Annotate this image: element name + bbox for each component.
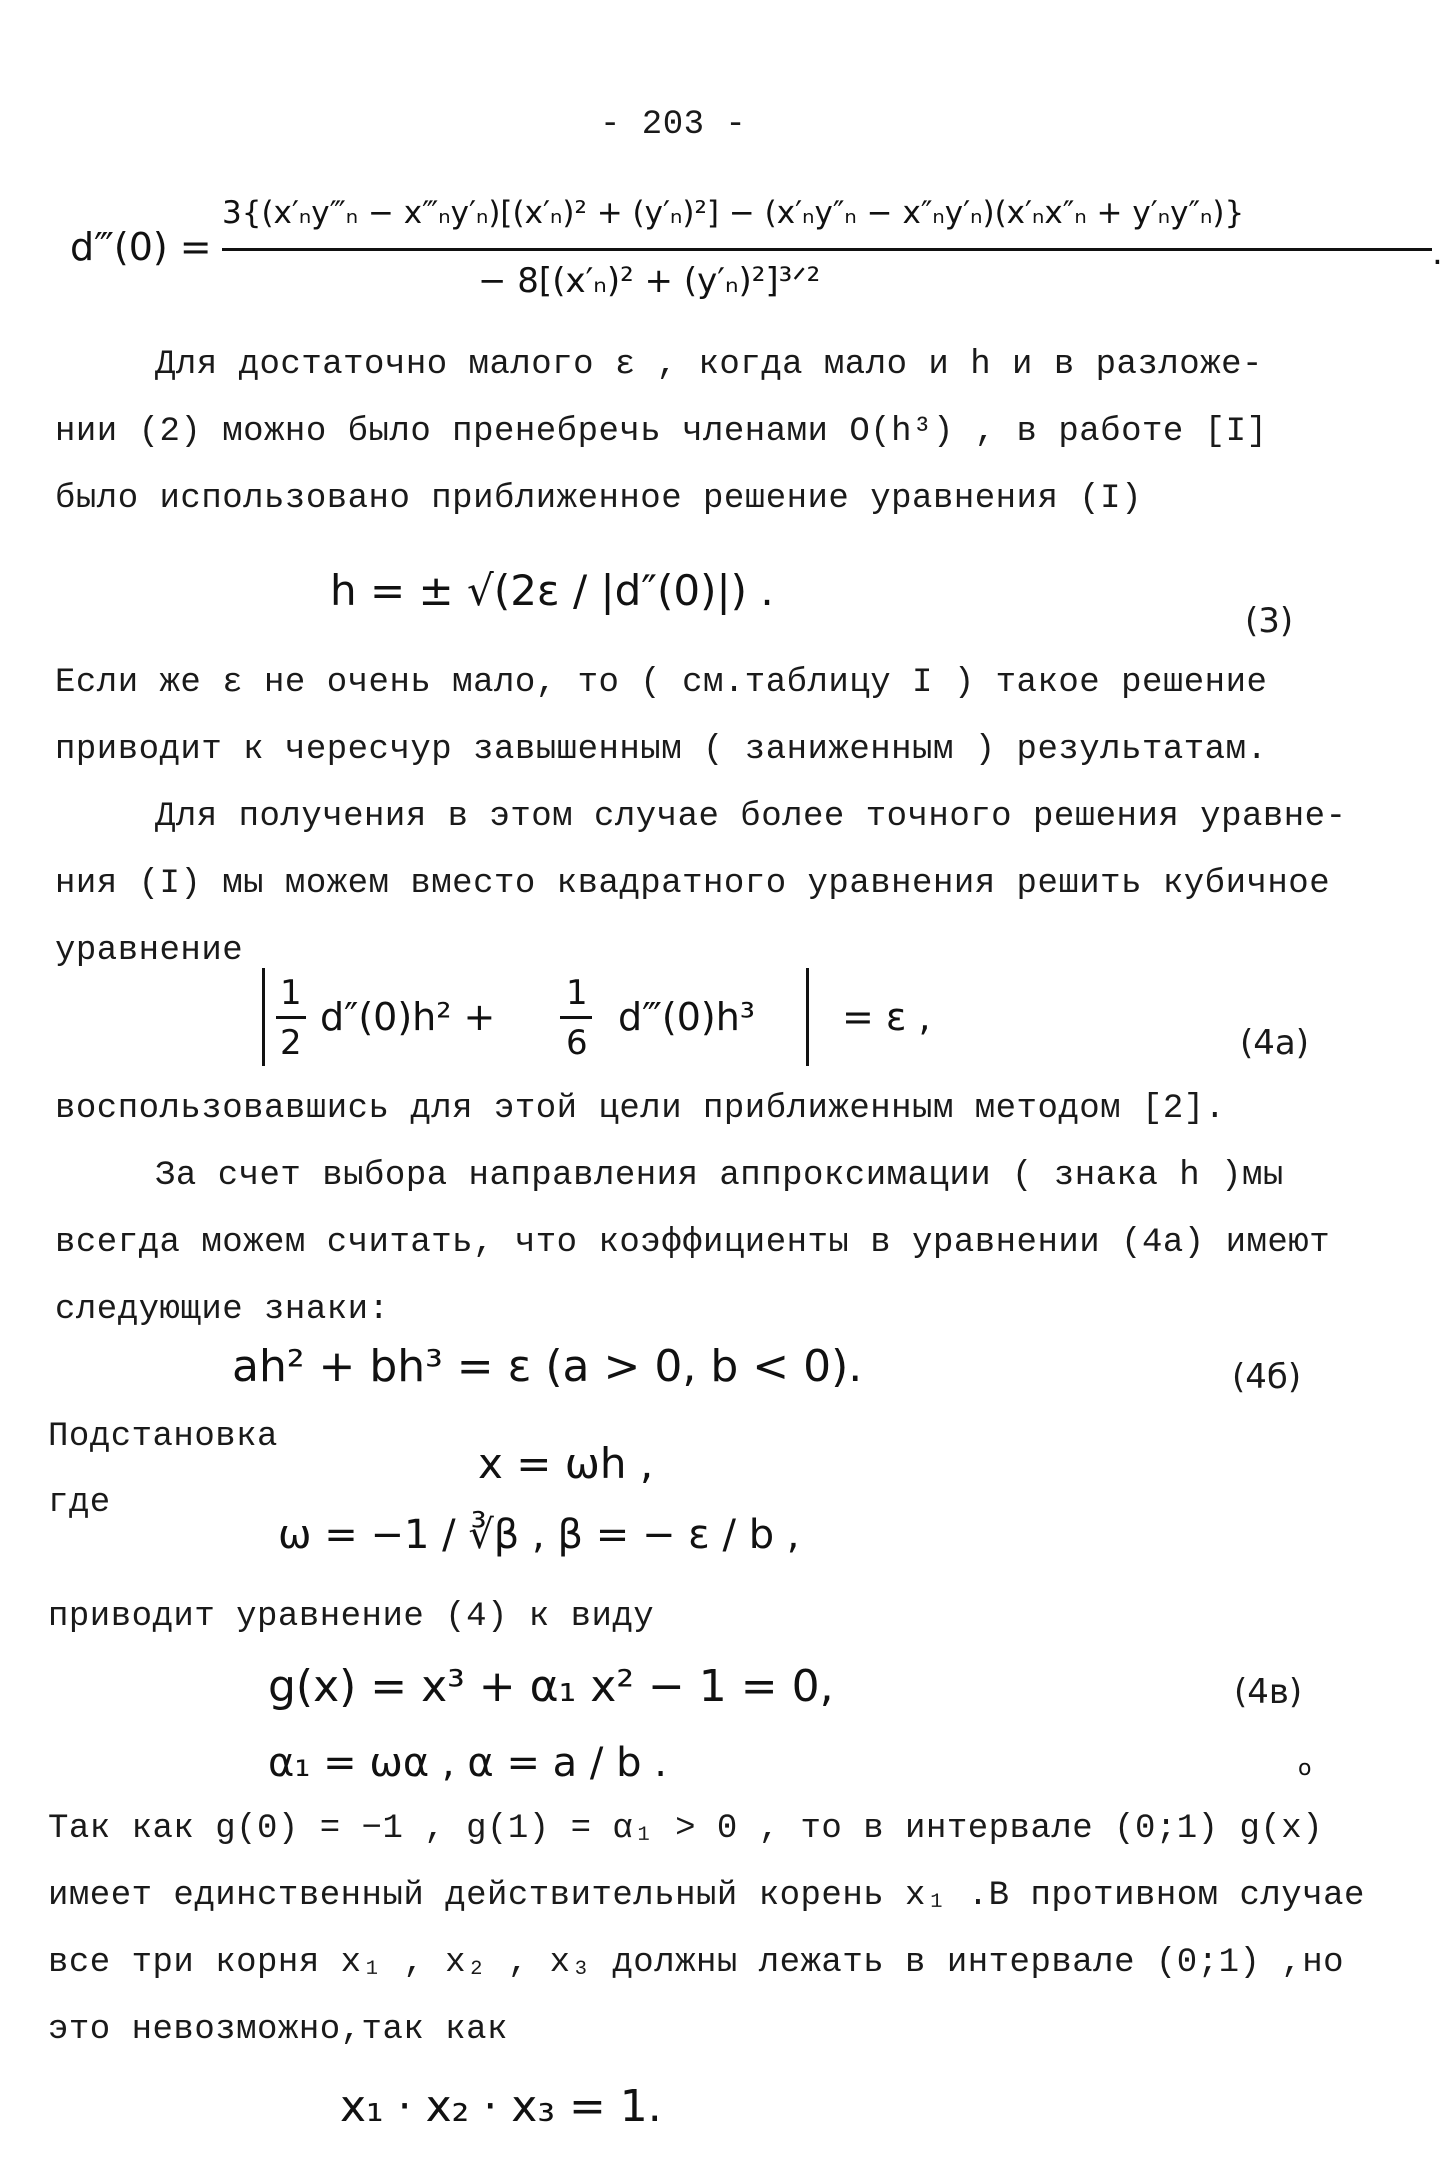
paragraph-line: Если же ε не очень мало, то ( см.таблицу I ) такое решение: [55, 664, 1268, 702]
equation-4b: ah² + bh³ = ε (a > 0, b < 0).: [232, 1341, 863, 1392]
frac-half-num: 1: [280, 973, 302, 1013]
frac-sixth-den: 6: [566, 1023, 588, 1063]
equation-label: (4б): [1232, 1357, 1302, 1397]
paragraph-line: нии (2) можно было пренебречь членами O(h³) , в работе [I]: [55, 413, 1268, 451]
paragraph-line: всегда можем считать, что коэффициенты в уравнении (4а) имеют: [55, 1224, 1331, 1262]
frac-sixth-num: 1: [566, 973, 588, 1013]
abs-bar-left: [262, 968, 265, 1066]
formula-d3-lhs: d‴(0) =: [70, 225, 212, 269]
page-number: - 203 -: [600, 106, 747, 144]
paragraph-line: Для достаточно малого ε , когда мало и h и в разложе-: [155, 346, 1263, 384]
paragraph-line: уравнение: [55, 932, 244, 970]
equation-x: x = ωh ,: [478, 1439, 654, 1488]
eq4a-term1: d″(0)h² +: [320, 995, 496, 1039]
equation-label: (4в): [1234, 1672, 1303, 1712]
paragraph-line: Так как g(0) = −1 , g(1) = α₁ > 0 , то в интервале (0;1) g(x): [48, 1810, 1324, 1848]
equation-3: h = ± √(2ε / |d″(0)|) .: [330, 566, 774, 615]
paragraph-line: где: [48, 1484, 111, 1522]
paragraph-line: было использовано приближенное решение уравнения (I): [55, 480, 1142, 518]
abs-bar-right: [806, 968, 809, 1066]
paragraph-line: все три корня x₁ , x₂ , x₃ должны лежать в интервале (0;1) ,но: [48, 1944, 1345, 1982]
paragraph-line: ния (I) мы можем вместо квадратного уравнения решить кубичное: [55, 865, 1331, 903]
paragraph-line: За счет выбора направления аппроксимации ( знака h )мы: [155, 1157, 1284, 1195]
paragraph-line: приводит уравнение (4) к виду: [48, 1598, 655, 1636]
paragraph-line: воспользовавшись для этой цели приближенным методом [2].: [55, 1090, 1226, 1128]
paragraph-line: имеет единственный действительный корень x₁ .В противном случае: [48, 1877, 1365, 1915]
paragraph-line: Подстановка: [48, 1418, 278, 1456]
paragraph-line: Для получения в этом случае более точного решения уравне-: [155, 798, 1347, 836]
frac-bar: [276, 1016, 306, 1019]
equation-4v: g(x) = x³ + α₁ x² − 1 = 0,: [268, 1661, 834, 1712]
margin-mark: o: [1298, 1756, 1312, 1781]
equation-label: (3): [1245, 601, 1294, 641]
frac-half-den: 2: [280, 1023, 302, 1063]
equation-omega: ω = −1 / ∛β , β = − ε / b ,: [278, 1512, 800, 1558]
fraction-bar: [222, 248, 1432, 251]
formula-d3-numerator: 3{(x′ₙy‴ₙ − x‴ₙy′ₙ)[(x′ₙ)² + (y′ₙ)²] − (x′ₙy″ₙ − x″ₙy′ₙ)(x′ₙx″ₙ + y′ₙy″ₙ)}: [222, 195, 1245, 231]
eq4a-term2: d‴(0)h³: [618, 995, 756, 1039]
frac-bar: [560, 1016, 592, 1019]
formula-d3-end: .: [1432, 233, 1443, 273]
paragraph-line: следующие знаки:: [55, 1291, 390, 1329]
equation-final: x₁ · x₂ · x₃ = 1.: [340, 2081, 662, 2132]
paragraph-line: это невозможно,так как: [48, 2011, 508, 2049]
equation-label: (4а): [1240, 1023, 1309, 1063]
paragraph-line: приводит к чересчур завышенным ( заниженным ) результатам.: [55, 731, 1268, 769]
formula-d3-denominator: − 8[(x′ₙ)² + (y′ₙ)²]³ᐟ²: [478, 261, 821, 301]
equation-alpha: α₁ = ωα , α = a / b .: [268, 1740, 667, 1786]
eq4a-rhs: = ε ,: [842, 995, 931, 1039]
